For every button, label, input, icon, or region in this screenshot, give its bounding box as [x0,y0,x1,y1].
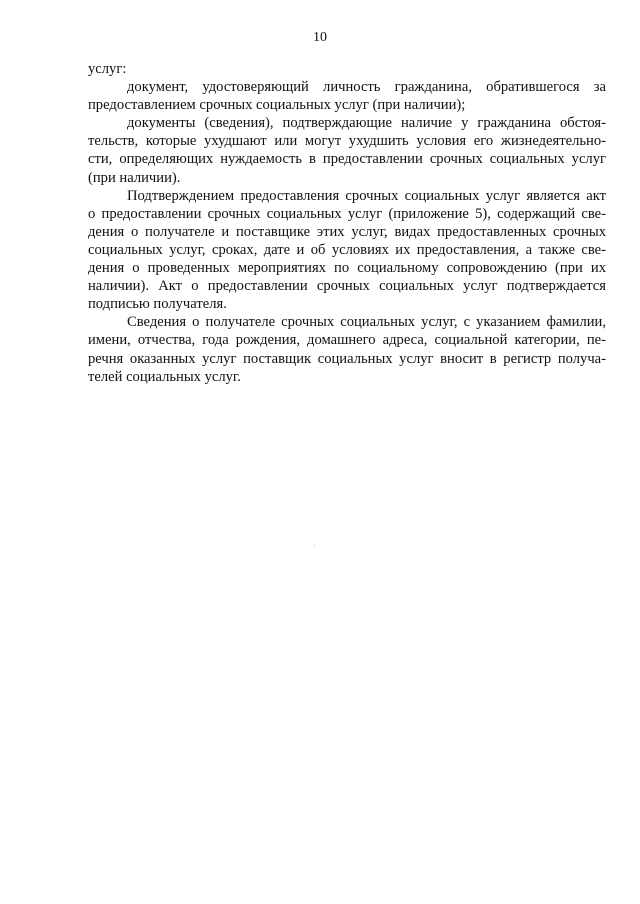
text-line: речня оказанных услуг поставщик социальных услуг вносит в регистр получа- [88,350,606,367]
text-line: (при наличии). [88,169,181,186]
text-line: предоставлением срочных социальных услуг (при наличии); [88,97,466,114]
text-line: услуг: [88,61,127,77]
text-line: сти, определяющих нуждаемость в предоставлении срочных социальных услуг [88,151,606,168]
text-line: подписью получателя. [88,296,227,313]
text-line: дения о получателе и поставщике этих услуг, видах предоставленных срочных [88,223,606,240]
text-line: социальных услуг, сроках, дате и об условиях их предоставления, а также све- [88,241,606,258]
page-number: 10 [313,30,327,45]
text-line: документы (сведения), подтверждающие наличие у гражданина обстоя- [127,115,606,132]
text-line: наличии). Акт о предоставлении срочных социальных услуг подтверждается [88,278,606,295]
body-text [88,60,606,386]
text-line: тельств, которые ухудшают или могут ухудшить условия его жизнедеятельно- [88,133,606,150]
text-line: телей социальных услуг. [88,368,241,385]
text-line: дения о проведенных мероприятиях по социальному сопровождению (при их [88,260,606,277]
text-line: Подтверждением предоставления срочных социальных услуг является акт [127,187,606,204]
text-line: имени, отчества, года рождения, домашнего адреса, социальной категории, пе- [88,332,606,349]
text-line: о предоставлении срочных социальных услуг (приложение 5), содержащий све- [88,205,606,222]
text-line: Сведения о получателе срочных социальных услуг, с указанием фамилии, [127,314,606,331]
text-line: документ, удостоверяющий личность гражданина, обратившегося за [127,79,606,96]
scan-speck [314,545,315,546]
